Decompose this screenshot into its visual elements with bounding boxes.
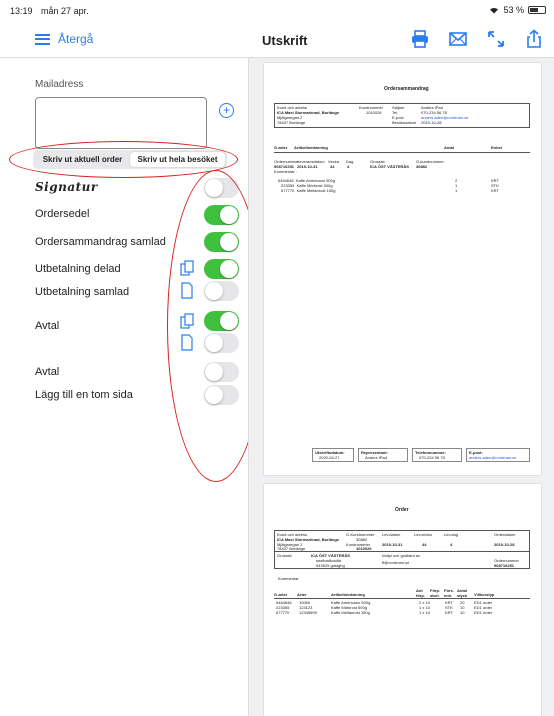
status-bar: [0, 0, 554, 22]
wifi-icon: [489, 6, 499, 14]
battery-icon: [528, 6, 546, 14]
segment-current-order[interactable]: Skriv ut aktuell order: [42, 155, 123, 164]
mail-label: Mailadress: [35, 79, 84, 90]
print-preview[interactable]: [248, 58, 554, 716]
label-tom-sida: Lägg till en tom sida: [35, 389, 133, 401]
annotation-ellipse-segment: [9, 141, 238, 178]
label-utbetalning-delad: Utbetalning delad: [35, 263, 121, 275]
share-icon[interactable]: [524, 29, 544, 49]
back-button[interactable]: [35, 32, 93, 46]
table-row: 223355 Kaffe Mörkrost 500g: [281, 183, 333, 188]
nav-bar: [0, 22, 554, 58]
settings-panel: [0, 58, 248, 716]
label-avtal-1: Avtal: [35, 320, 60, 332]
menu-icon[interactable]: [35, 34, 50, 45]
label-ordersedel: Ordersedel: [35, 208, 90, 220]
preview-page-order: Order Kund och adress ICA Maxi Stormarknad, Borlänge Mjälgaregan 2 78437 Borlänge G-Kundnummer 30882 Kundnummer 1010026 Lev.datum 2019-10-31 Lev.vecka 44 Lev.dag 4 Orderdatum 2019-10-28 Grossist ICA ÖST VÄSTERÅS sealbadfoadfa 543525 gdsfghg Intäpl och godkänt av ff@nordman.se Ordernummer 908716251 Kommentar G-arter Arter Artikelbenämning Ant förp. Förp. storl. Förs. enh. Antal styck Villkorstyp 6464646 10060 Kaffe Americano 500g 2 x 10 KRT 20 ED1 order 223355 123123 Kaffe Mörkrost 500g 1 x 10 STK 10 ED1 order 677770 12345699 Kaffe Mellanrost 150g 1 x 10 KRT 10 ED1 order: [264, 484, 541, 716]
mail-icon[interactable]: [448, 29, 468, 49]
label-signatur: Signatur: [35, 180, 98, 194]
table-row: 677770 Kaffe Mellanrost 150g: [281, 188, 336, 193]
add-mail-button[interactable]: +: [219, 103, 234, 118]
label-ordersammandrag: Ordersammandrag samlad: [35, 236, 166, 248]
preview-page-ordersammandrag: Ordersammandrag Kund och adress ICA Maxi Stormarknad, Borlänge Mjälgaregan 2 78437 Borlänge Kundnummer 1010026 Säljare Tel. E-post Besöksdatum Anders iPad 070-234 56 78 anders.aden@nordman.se 2019-10-28 G-arter Artikelbenämning Antal Enhet Ordernummer Leveransdatum Vecka Dag Grossist G-kundnummer 908716251 2019-10-31 44 4 ICA ÖST VÄSTERÅS 30882 Kommentar : 6464646 Kaffe Americano 500g 2 KRT 223355 Kaffe Mörkrost 500g 1 STK 677770 Kaffe Mellanrost 150g 1 KRT Utskriftsdatum: 2020-04-27 Representant: Anders iPad Telefonnummer: 070-234 56 78 E-post: anders.aden@nordman.se: [264, 63, 541, 475]
printer-icon[interactable]: [410, 29, 430, 49]
table-row: 6464646: [276, 600, 292, 605]
table-row: 6464646 Kaffe Americano 500g: [278, 178, 336, 183]
back-label: Återgå: [58, 32, 94, 46]
table-row: 223355: [276, 605, 290, 610]
label-avtal-2: Avtal: [35, 366, 60, 378]
page-title: Utskrift: [262, 33, 308, 48]
doc-title: Order: [395, 507, 409, 513]
expand-icon[interactable]: [486, 29, 506, 49]
status-date: mån 27 apr.: [41, 6, 89, 16]
label-utbetalning-samlad: Utbetalning samlad: [35, 286, 130, 298]
segment-whole-visit[interactable]: Skriv ut hela besöket: [130, 152, 225, 167]
doc-title: Ordersammandrag: [384, 86, 429, 92]
battery-percent: 53 %: [503, 5, 524, 15]
status-time: 13:19: [10, 6, 33, 16]
table-row: 677770: [276, 610, 290, 615]
